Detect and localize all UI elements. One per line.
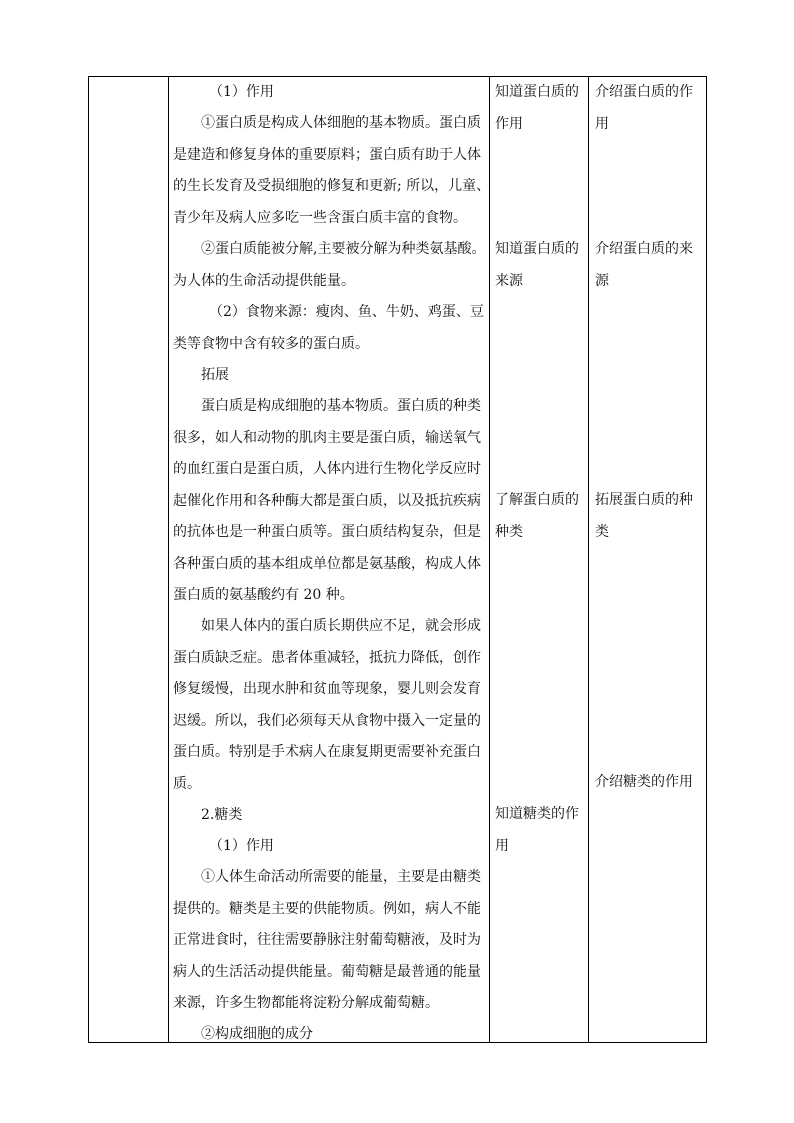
student-activity-1: 知道蛋白质的作用	[495, 84, 579, 132]
teacher-activity-2: 介绍蛋白质的来源	[595, 241, 693, 289]
paragraph-food-source: （2）食物来源：瘦肉、鱼、牛奶、鸡蛋、豆 类等食物中含有较多的蛋白质。	[173, 304, 484, 352]
heading-carbohydrates: 2.糖类	[201, 807, 243, 823]
paragraph-protein-deficiency: 如果人体内的蛋白质长期供应不足，就会形成 蛋白质缺乏症。患者体重减轻，抵抗力降低，创作 修复缓慢，出现水肿和贫血等现象，婴儿则会发育 迟缓。所以，我们必须每天从食物中摄入一定量的 蛋白质。特别是手术病人在康复期更需要补充蛋白 质。	[173, 618, 481, 792]
teacher-activity-4: 介绍糖类的作用	[595, 774, 693, 790]
paragraph-protein-energy: ②蛋白质能被分解,主要被分解为种类氨基酸。 为人体的生命活动提供能量。	[173, 241, 486, 289]
paragraph-carb-energy: ①人体生命活动所需要的能量，主要是由糖类 提供的。糖类是主要的供能物质。例如，病人不能 正常进食时，往往需要静脉注射葡萄糖液，及时为 病人的生活活动提供能量。葡萄糖是最普通的能量 来源，许多生物都能将淀粉分解成葡萄糖。	[173, 869, 481, 1011]
student-activity-4: 知道糖类的作用	[495, 806, 579, 854]
student-activity-3: 了解蛋白质的种类	[495, 492, 579, 540]
heading-carb-function: （1）作用	[209, 838, 274, 854]
heading-extension: 拓展	[201, 367, 229, 383]
student-activity-2: 知道蛋白质的来源	[495, 241, 579, 289]
paragraph-protein-function: ①蛋白质是构成人体细胞的基本物质。蛋白质 是建造和修复身体的重要原料；蛋白质有助于人体 的生长发育及受损细胞的修复和更新; 所以，儿童、 青少年及病人应多吃一些含蛋白质丰富的食物。	[173, 115, 491, 226]
column-divider	[168, 77, 169, 1042]
column-divider	[588, 77, 589, 1042]
teacher-activity-1: 介绍蛋白质的作用	[595, 84, 693, 132]
paragraph-cell-component: ②构成细胞的成分	[201, 1026, 313, 1042]
lesson-table	[88, 76, 707, 1043]
column-divider	[489, 77, 490, 1042]
paragraph-protein-types: 蛋白质是构成细胞的基本物质。蛋白质的种类 很多，如人和动物的肌肉主要是蛋白质，输送氧气 的血红蛋白是蛋白质，人体内进行生物化学反应时 起催化作用和各种酶大都是蛋白质，以及抵抗疾病 的抗体也是一种蛋白质等。蛋白质结构复杂，但是 各种蛋白质的基本组成单位都是氨基酸，构成人体 蛋白质的氨基酸约有 20 种。	[173, 398, 481, 603]
teacher-activity-3: 拓展蛋白质的种类	[595, 492, 693, 540]
heading-function: （1）作用	[209, 84, 274, 100]
